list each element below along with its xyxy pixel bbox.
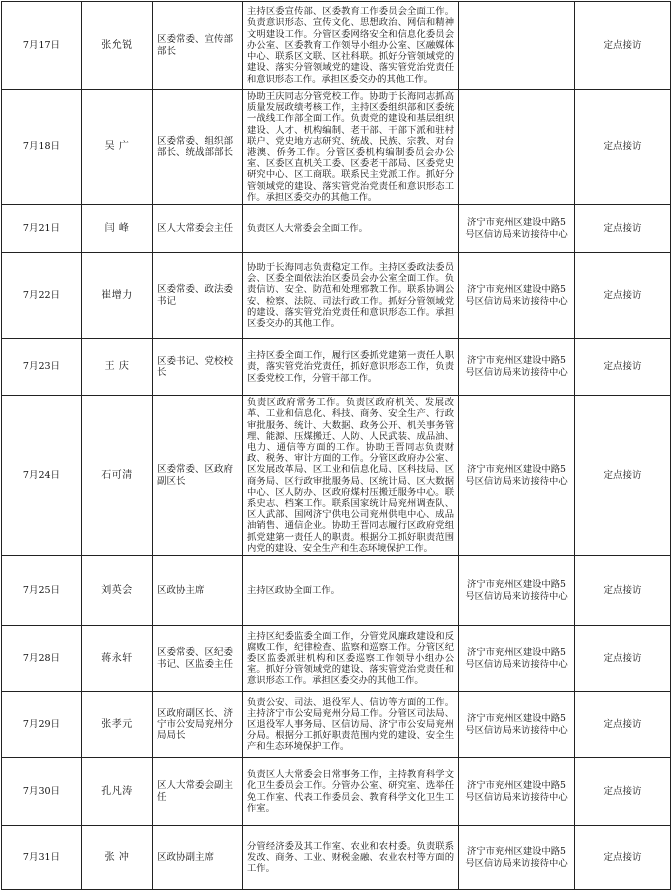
reception-mode-cell: 定点接访 [575,692,671,758]
name-cell: 张 冲 [82,826,153,890]
name-cell: 闫 峰 [82,205,153,253]
date-cell: 7月25日 [2,556,82,626]
name-cell: 蒋永轩 [82,626,153,692]
date-cell: 7月18日 [2,90,82,205]
reception-mode-cell: 定点接访 [575,339,671,396]
reception-mode-cell: 定点接访 [575,556,671,626]
table-row [2,90,671,205]
date-cell: 7月31日 [2,826,82,890]
location-cell: 济宁市兖州区建设中路5号区信访局来访接待中心 [459,556,575,626]
duties-cell: 协助王庆同志分管党校工作。协助于长海同志抓高质量发展政绩考核工作，主持区委组织部和区委统一战线工作部全面工作。负责党的建设和基层组织建设、人才、机构编制、老干部、干部下派和驻村联户、党史地方志研究、统战、民族、宗教、对台港澳、侨务工作。分管区委机构编制委员会办公室、区委区直机关工委、区委老干部局、区委党史研究中心、区工商联。联系民主党派工作。抓好分管领域党的建设、落实管党治党责任和意识形态工作。承担区委交办的其他工作。 [243,90,459,205]
table-row [2,826,671,890]
date-cell: 7月22日 [2,253,82,339]
date-cell: 7月23日 [2,339,82,396]
location-cell: 济宁市兖州区建设中路5号区信访局来访接待中心 [459,826,575,890]
duties-cell: 负责区人大常委会日常事务工作，主持教育科学文化卫生委员会工作。分管办公室、研究室、选举任免工作室、代表工作委员会、教育科学文化卫生工作室。 [243,758,459,826]
table-row [2,626,671,692]
name-cell: 吴 广 [82,90,153,205]
position-cell: 区委常委、区纪委书记、区监委主任 [153,626,243,692]
reception-mode-cell: 定点接访 [575,626,671,692]
date-cell: 7月24日 [2,396,82,556]
name-cell: 刘英会 [82,556,153,626]
position-cell: 区政协主席 [153,556,243,626]
position-cell: 区委常委、政法委书记 [153,253,243,339]
table-body [2,2,671,890]
reception-mode-cell: 定点接访 [575,2,671,90]
position-cell: 区人大常委会副主任 [153,758,243,826]
duties-cell: 主持区纪委监委全面工作，分管党风廉政建设和反腐败工作，纪律检查、监察和巡察工作。分管区纪委区监委派驻机构和区委巡察工作领导小组办公室。抓好分管领域党的建设、落实管党治党责任和意识形态工作。承担区委交办的其他工作。 [243,626,459,692]
location-cell: 济宁市兖州区建设中路5号区信访局来访接待中心 [459,626,575,692]
duties-cell: 主持区政协全面工作。 [243,556,459,626]
table-row [2,205,671,253]
date-cell: 7月28日 [2,626,82,692]
location-cell [459,90,575,205]
position-cell: 区委书记、党校校长 [153,339,243,396]
table-row [2,556,671,626]
position-cell: 区委常委、宣传部部长 [153,2,243,90]
location-cell: 济宁市兖州区建设中路5号区信访局来访接待中心 [459,692,575,758]
position-cell: 区政协副主席 [153,826,243,890]
duties-cell: 主持区委全面工作，履行区委抓党建第一责任人职责，落实管党治党责任，抓好意识形态工作，负责区委党校工作，分管干部工作。 [243,339,459,396]
reception-mode-cell: 定点接访 [575,90,671,205]
location-cell: 济宁市兖州区建设中路5号区信访局来访接待中心 [459,396,575,556]
table-row [2,2,671,90]
duties-cell: 负责区人大常委会全面工作。 [243,205,459,253]
reception-mode-cell: 定点接访 [575,758,671,826]
table-row [2,339,671,396]
duties-cell: 分管经济委及其工作室、农业和农村委。负责联系发改、商务、工业、财税金融、农业农村等方面的工作。 [243,826,459,890]
duties-cell: 负责公安、司法、退役军人、信访等方面的工作。主持济宁市公安局兖州分局工作。分管区司法局、区退役军人事务局、区信访局、济宁市公安局兖州分局。根据分工抓好职责范围内党的建设、安全生产和生态环境保护工作。 [243,692,459,758]
position-cell: 区委常委、组织部部长、统战部部长 [153,90,243,205]
reception-mode-cell: 定点接访 [575,396,671,556]
table-row [2,253,671,339]
position-cell: 区政府副区长、济宁市公安局兖州分局局长 [153,692,243,758]
location-cell: 济宁市兖州区建设中路5号区信访局来访接待中心 [459,205,575,253]
location-cell: 济宁市兖州区建设中路5号区信访局来访接待中心 [459,339,575,396]
table-row [2,758,671,826]
reception-mode-cell: 定点接访 [575,826,671,890]
location-cell [459,2,575,90]
name-cell: 王 庆 [82,339,153,396]
location-cell: 济宁市兖州区建设中路5号区信访局来访接待中心 [459,758,575,826]
date-cell: 7月30日 [2,758,82,826]
table-row [2,396,671,556]
duties-cell: 负责区政府常务工作。负责区政府机关、发展改革、工业和信息化、科技、商务、安全生产、行政审批服务、统计、大数据、政务公开、机关事务管理、能源、压煤搬迁、人防、人民武装、成品油、电力、通信等方面的工作。协助王晋同志负责财政、税务、审计方面的工作。分管区政府办公室、区发展改革局、区工业和信息化局、区科技局、区商务局、区行政审批服务局、区统计局、区大数据中心、区人防办、区政府煤村压搬迁服务中心。联系史志、档案工作。联系国家统计局兖州调查队、区人武部、国网济宁供电公司兖州供电中心、成品油销售、通信企业。协助王晋同志履行区政府党组抓党建第一责任人的职责。根据分工抓好职责范围内党的建设、安全生产和生态环境保护工作。 [243,396,459,556]
reception-mode-cell: 定点接访 [575,205,671,253]
reception-schedule-table [1,1,671,890]
duties-cell: 主持区委宣传部、区委教育工作委员会全面工作。负责意识形态、宣传文化、思想政治、网信和精神文明建设工作。分管区委网络安全和信息化委员会办公室、区委教育工作领导小组办公室、区融媒体中心、联系区文联、区社科联。抓好分管领域党的建设、落实分管领域党的建设、落实管党治党责任和意识形态工作。承担区委交办的其他工作。 [243,2,459,90]
reception-mode-cell: 定点接访 [575,253,671,339]
duties-cell: 协助于长海同志负责稳定工作。主持区委政法委员会、区委全面依法治区委员会办公室全面工作。负责信访、安全、防范和处理邪教工作。联系协调公安、检察、法院、司法行政工作。抓好分管领域党的建设、落实管党治党责任和意识形态工作。承担区委交办的其他工作。 [243,253,459,339]
name-cell: 孔凡涛 [82,758,153,826]
name-cell: 张允锐 [82,2,153,90]
position-cell: 区人大常委会主任 [153,205,243,253]
name-cell: 张孝元 [82,692,153,758]
date-cell: 7月21日 [2,205,82,253]
date-cell: 7月29日 [2,692,82,758]
name-cell: 石可清 [82,396,153,556]
table-row [2,692,671,758]
name-cell: 崔增力 [82,253,153,339]
position-cell: 区委常委、区政府副区长 [153,396,243,556]
date-cell: 7月17日 [2,2,82,90]
location-cell: 济宁市兖州区建设中路5号区信访局来访接待中心 [459,253,575,339]
